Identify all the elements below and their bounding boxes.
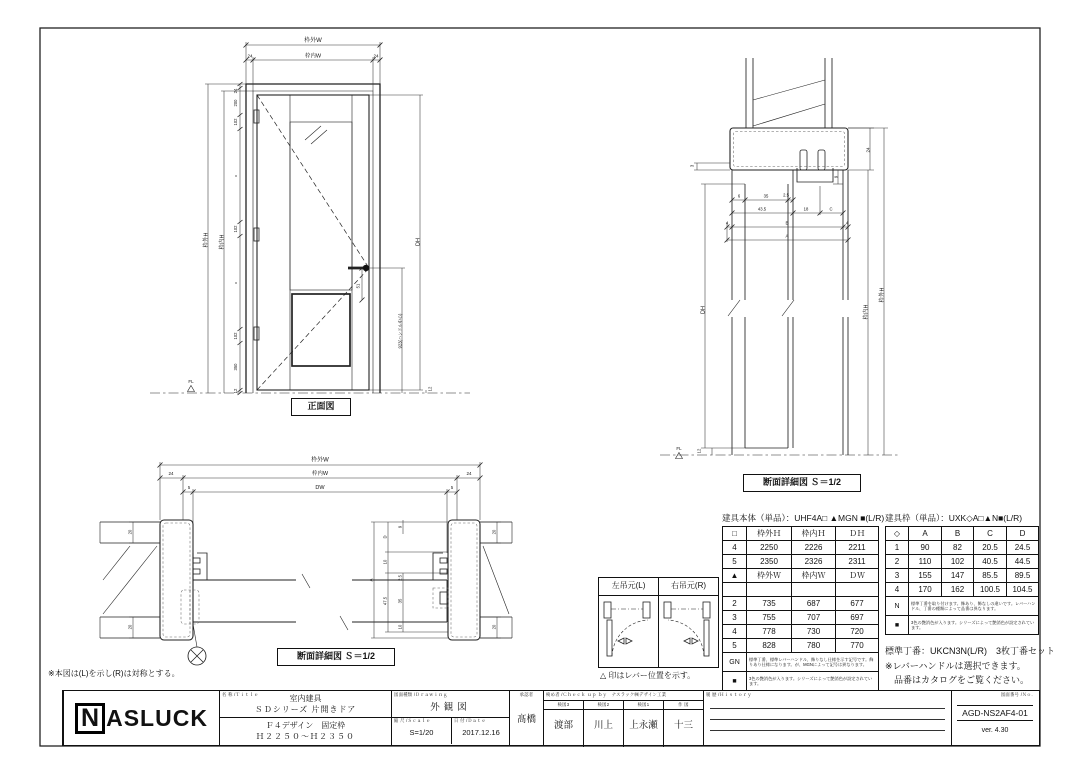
dim-inner-w: 枠内W bbox=[311, 471, 329, 477]
checkers-cell bbox=[543, 691, 703, 745]
note-text: 3色の艶消色が入ります。シリーズによって艶消色が設定されています。 bbox=[909, 616, 1039, 635]
dim-d: D bbox=[382, 535, 388, 539]
history-rule bbox=[710, 719, 945, 720]
table-cell: 707 bbox=[792, 611, 836, 625]
drawing-type-value: 外観図 bbox=[430, 702, 471, 713]
table-cell: 85.5 bbox=[974, 569, 1007, 583]
dim-outer-w: 枠外W bbox=[304, 38, 322, 44]
dim-4-right: 4 bbox=[845, 220, 849, 226]
company-logo bbox=[63, 691, 219, 745]
note-key: GN bbox=[723, 653, 747, 672]
table-cell: 778 bbox=[747, 625, 792, 639]
dim-24-right: 24 bbox=[373, 53, 379, 59]
drawing-name-line2: ＳＤシリーズ 片開きドア bbox=[254, 705, 357, 714]
dim-12: 12 bbox=[696, 448, 702, 454]
body-table-title: 建具本体（単品）：UHF4A□ ▲MGN ■(L/R) bbox=[722, 513, 885, 523]
title-block bbox=[62, 690, 1040, 746]
dim-inner-h: 枠内H bbox=[219, 234, 226, 250]
table-cell: 170 bbox=[909, 583, 942, 597]
table-cell: 82 bbox=[942, 541, 974, 555]
history-rule bbox=[710, 730, 945, 731]
table-cell: 5 bbox=[723, 555, 747, 569]
table-cell: 162 bbox=[942, 583, 974, 597]
fl-label: FL bbox=[676, 446, 682, 451]
dim-20: 20 bbox=[127, 529, 133, 535]
section-horizontal-label: 断面詳細図 Ｓ＝1/2 bbox=[277, 648, 395, 666]
note-text: 標準丁番を取り付けます。飾あり、飾なしの違いです。レバーハンドル、丁番の種類によって品番は異なります。 bbox=[909, 597, 1039, 616]
history-rule bbox=[710, 708, 945, 709]
col-header: D bbox=[1007, 527, 1039, 541]
drawing-number-cell bbox=[951, 691, 1038, 745]
table-cell: 110 bbox=[909, 555, 942, 569]
chain-dim: 102 bbox=[233, 332, 238, 340]
dim-24-left: 24 bbox=[168, 471, 174, 476]
table-cell bbox=[792, 583, 836, 597]
dim-2-5: 2.5 bbox=[397, 575, 403, 581]
table-cell: 2250 bbox=[747, 541, 792, 555]
table-cell: 720 bbox=[836, 625, 879, 639]
hinge-right-diagram bbox=[659, 596, 717, 666]
table-cell bbox=[747, 583, 792, 597]
dim-dh: DH bbox=[700, 306, 707, 314]
table-cell: 3 bbox=[886, 569, 909, 583]
dim-9: 9 bbox=[833, 175, 839, 179]
drawing-name-line1: 室内建具 bbox=[289, 694, 322, 703]
dim-51: 51 bbox=[355, 283, 361, 289]
checker-column bbox=[583, 701, 623, 747]
table-cell: 102 bbox=[942, 555, 974, 569]
history-label: 履 歴 /Ｈｉｓｔｏｒｙ bbox=[706, 692, 752, 697]
table-cell: 4 bbox=[886, 583, 909, 597]
standard-hinge-line: 標準丁番：UKCN3N(L/R) 3枚丁番セット bbox=[885, 646, 1056, 656]
checker-name: 十三 bbox=[673, 720, 693, 731]
symmetry-note: ※本図は(L)を示し(R)は対称とする。 bbox=[48, 669, 180, 678]
section-horizontal-linework bbox=[100, 520, 512, 665]
table-cell: 755 bbox=[747, 611, 792, 625]
table-cell: 735 bbox=[747, 597, 792, 611]
table-cell: 677 bbox=[836, 597, 879, 611]
dim-handle-center: 923(ハンドル中心) bbox=[397, 313, 403, 349]
front-view-dimensions bbox=[188, 36, 433, 395]
table-cell: 100.5 bbox=[974, 583, 1007, 597]
table-cell: 770 bbox=[836, 639, 879, 653]
check-label: 検め者 /Ｃｈｅｃｋ ｕｐ ｂｙ ナスラック㈱デザイン工業 bbox=[546, 692, 667, 697]
note-text: 3色の艶消色が入ります。シリーズによって艶消色が設定されています。 bbox=[747, 672, 879, 691]
col-header: 枠内Ｈ bbox=[792, 527, 836, 541]
checker-role: 検図2 bbox=[584, 702, 623, 710]
table-cell: 2311 bbox=[836, 555, 879, 569]
dim-12-right: 12 bbox=[427, 386, 433, 392]
dim-20: 20 bbox=[491, 529, 497, 535]
drawing-number: AGD-NS2AF4-01 bbox=[957, 705, 1033, 721]
col-header: 枠内Ｗ bbox=[792, 569, 836, 583]
table-cell: 2 bbox=[886, 555, 909, 569]
chain-dim: = bbox=[233, 174, 238, 178]
chain-dim: 102 bbox=[233, 225, 238, 233]
dim-outer-w: 枠外W bbox=[311, 457, 329, 464]
dim-outer-h: 枠外H bbox=[203, 232, 210, 248]
col-header: B bbox=[942, 527, 974, 541]
col-header: ＤＷ bbox=[836, 569, 879, 583]
hinge-side-panel bbox=[598, 577, 719, 668]
dim-c: C bbox=[829, 206, 833, 212]
col-header: A bbox=[909, 527, 942, 541]
dim-a: A bbox=[368, 578, 374, 582]
front-view-label: 正面図 bbox=[291, 398, 351, 416]
dim-4-left: 4 bbox=[725, 220, 729, 226]
drawing-name-line3: Ｆ４デザイン 固定枠 bbox=[265, 721, 346, 730]
section-vertical-linework bbox=[660, 58, 900, 455]
logo-initial: N bbox=[75, 703, 105, 734]
table-cell bbox=[836, 583, 879, 597]
note-key: ■ bbox=[886, 616, 909, 635]
table-cell: 3 bbox=[723, 611, 747, 625]
dim-24-left: 24 bbox=[247, 53, 253, 59]
table-cell: 44.5 bbox=[1007, 555, 1039, 569]
checker-column bbox=[663, 701, 703, 747]
table-cell: 155 bbox=[909, 569, 942, 583]
dim-10: 10 bbox=[382, 559, 388, 565]
dim-dw: DW bbox=[315, 485, 325, 491]
table-cell: 780 bbox=[792, 639, 836, 653]
checker-name: 川上 bbox=[593, 720, 613, 731]
scale-value: S=1/20 bbox=[409, 728, 434, 737]
chain-dim: 24 bbox=[233, 88, 238, 94]
chain-dim: 12 bbox=[233, 388, 238, 394]
table-cell: 89.5 bbox=[1007, 569, 1039, 583]
name-label: 名 称 /Ｔｉｔｌｅ bbox=[222, 692, 259, 697]
approver-cell bbox=[509, 691, 543, 745]
checker-role: 作 図 bbox=[664, 702, 703, 710]
table-cell bbox=[723, 583, 747, 597]
dim-inner-w: 枠内W bbox=[304, 53, 322, 60]
dim-6: 6 bbox=[737, 193, 741, 199]
date-value: 2017.12.16 bbox=[462, 728, 500, 737]
lever-option-line: ※レバーハンドルは選択できます。 bbox=[885, 661, 1026, 671]
body-dimensions-table bbox=[722, 526, 879, 691]
hinge-right-label: 右吊元(R) bbox=[670, 581, 707, 590]
hinge-left-label: 左吊元(L) bbox=[599, 578, 659, 595]
col-header: ＤＨ bbox=[836, 527, 879, 541]
table-cell: 5 bbox=[723, 639, 747, 653]
chain-dim: = bbox=[233, 281, 238, 285]
dim-20: 20 bbox=[491, 624, 497, 630]
dim-24: 24 bbox=[865, 147, 871, 153]
date-label: 日 付 /Ｄａｔｅ bbox=[454, 718, 487, 723]
dim-5-left: 5 bbox=[187, 485, 191, 490]
note-key: ■ bbox=[723, 672, 747, 691]
chain-dim: 350 bbox=[233, 363, 238, 371]
frame-dimensions-table bbox=[885, 526, 1039, 635]
lever-position-note: △ 印はレバー位置を示す。 bbox=[600, 671, 696, 680]
dim-9: 9 bbox=[397, 525, 403, 529]
dim-dh: DH bbox=[415, 238, 422, 246]
table-cell: 4 bbox=[723, 541, 747, 555]
dim-3: 3 bbox=[689, 164, 695, 168]
checker-column bbox=[623, 701, 663, 747]
number-label: 図面番号 /Ｎｏ． bbox=[1000, 692, 1036, 697]
checker-name: 渡部 bbox=[553, 720, 573, 731]
dim-10: 10 bbox=[397, 624, 403, 630]
dim-43-5: 43.5 bbox=[757, 206, 767, 212]
checker-column bbox=[544, 701, 583, 747]
note-text: 標準丁番、標準レバーハンドル、飾りなし仕様を示す記号です。飾りあり仕様になります。が、MGNによって記号は異なります。 bbox=[747, 653, 879, 672]
dim-35: 35 bbox=[763, 193, 769, 199]
history-cell bbox=[703, 691, 951, 745]
col-header: ▲ bbox=[723, 569, 747, 583]
dim-18: 18 bbox=[803, 206, 809, 212]
drawing-version: ver. 4.30 bbox=[981, 727, 1009, 734]
logo-text: ASLUCK bbox=[106, 704, 208, 731]
table-cell: 828 bbox=[747, 639, 792, 653]
table-cell: 40.5 bbox=[974, 555, 1007, 569]
table-cell: 1 bbox=[886, 541, 909, 555]
col-header: □ bbox=[723, 527, 747, 541]
dim-20: 20 bbox=[127, 624, 133, 630]
scale-label: 縮 尺 /Ｓｃａｌｅ bbox=[394, 718, 431, 723]
dim-2-5: 2.5 bbox=[783, 192, 789, 198]
table-cell: 2211 bbox=[836, 541, 879, 555]
title-cell bbox=[219, 691, 391, 745]
dim-47-5: 47.5 bbox=[382, 596, 388, 606]
front-view-linework bbox=[150, 84, 470, 393]
section-vertical-label: 断面詳細図 Ｓ＝1/2 bbox=[743, 474, 861, 492]
dim-inner-h: 枠内H bbox=[863, 304, 870, 320]
drawing-type-cell bbox=[391, 691, 509, 745]
dim-5-right: 5 bbox=[450, 485, 454, 490]
table-cell: 2226 bbox=[792, 541, 836, 555]
drawing-name-line4: Ｈ２２５０～Ｈ２３５０ bbox=[256, 732, 355, 741]
dim-b: B bbox=[785, 220, 789, 226]
col-header: 枠外Ｈ bbox=[747, 527, 792, 541]
table-cell: 24.5 bbox=[1007, 541, 1039, 555]
dim-35: 35 bbox=[397, 598, 403, 604]
drawing-type-label: 図面種類 /Ｄｒａｗｉｎｇ bbox=[394, 692, 448, 697]
table-cell: 20.5 bbox=[974, 541, 1007, 555]
table-cell: 2326 bbox=[792, 555, 836, 569]
table-cell: 2350 bbox=[747, 555, 792, 569]
table-cell: 687 bbox=[792, 597, 836, 611]
approver-label: 承認者 bbox=[519, 692, 534, 697]
table-cell: 4 bbox=[723, 625, 747, 639]
table-cell: 90 bbox=[909, 541, 942, 555]
dim-24-right: 24 bbox=[466, 471, 472, 476]
dim-outer-h: 枠外H bbox=[879, 287, 886, 303]
hinge-left-diagram bbox=[599, 596, 657, 666]
table-cell: 2 bbox=[723, 597, 747, 611]
fl-label: FL bbox=[188, 379, 194, 384]
checker-role: 検図1 bbox=[624, 702, 663, 710]
col-header: C bbox=[974, 527, 1007, 541]
col-header: ◇ bbox=[886, 527, 909, 541]
catalog-line: 品番はカタログをご覧ください。 bbox=[885, 675, 1030, 685]
col-header: 枠外Ｗ bbox=[747, 569, 792, 583]
approver-name: 髙橋 bbox=[516, 714, 536, 725]
dim-a: A bbox=[785, 233, 789, 239]
checker-name: 上永瀬 bbox=[629, 720, 658, 731]
table-cell: 697 bbox=[836, 611, 879, 625]
section-vertical-dimensions bbox=[676, 128, 889, 459]
chain-dim: 102 bbox=[233, 118, 238, 126]
table-cell: 730 bbox=[792, 625, 836, 639]
table-cell: 147 bbox=[942, 569, 974, 583]
frame-table-title: 建具枠（単品）：UXK◇A□▲N■(L/R) bbox=[885, 513, 1023, 523]
table-cell: 104.5 bbox=[1007, 583, 1039, 597]
chain-dim: 200 bbox=[233, 99, 238, 107]
checker-role: 検図3 bbox=[544, 702, 583, 710]
note-key: N bbox=[886, 597, 909, 616]
